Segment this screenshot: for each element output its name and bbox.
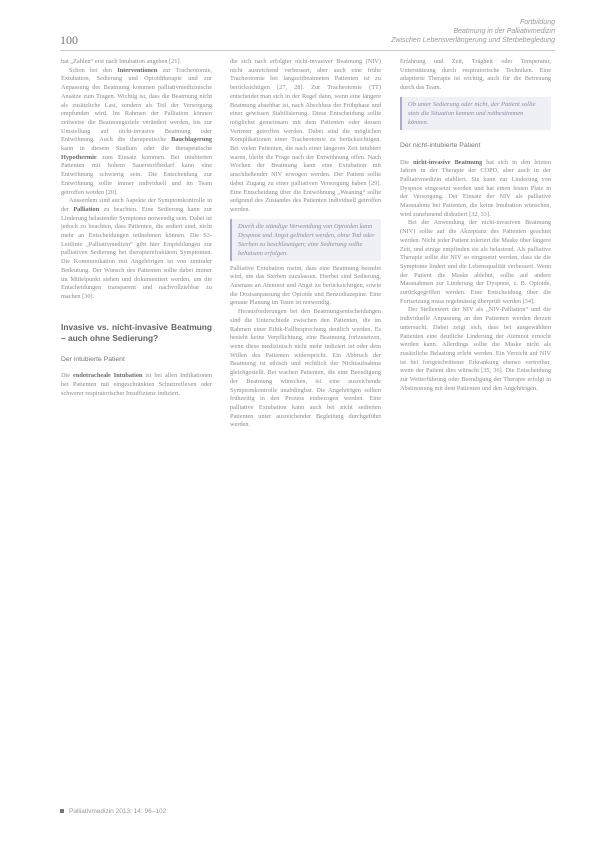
header-rule	[60, 50, 555, 51]
section-heading: Invasive vs. nicht-invasive Beatmung – auch ohne Sedierung?	[61, 321, 212, 343]
running-header-line: Beatmung in der Palliativmedizin	[453, 28, 555, 35]
paragraph: Die nicht-invasive Beatmung hat sich in den letzten Jahren in der Therapie der COPD, aber auch in der Palliativmedizin etabliert. Sie kann zur Linderung von Dyspnoe eingesetzt werden und hat einen festen Platz in der Versorgung. Der Einsatz der NIV als palliative Massnahme bei Patienten, die keine Intubation wünschen, wird zunehmend diskutiert [32, 33].	[400, 158, 551, 218]
column-3	[400, 58, 551, 394]
subsection-heading: Der nicht-intubierte Patient	[400, 141, 481, 149]
paragraph: die sich nach erfolgter nicht-invasiver Beatmung (NIV) nicht ausreichend verbessert, aber auch eine frühe Tracheotomie bei langzeitbeatmeten Patienten ist zu berücksichtigen [27, 28]. Zur Tracheotomie (TT) entscheidet man sich in der Regel dann, wenn eine längere Beatmung absehbar ist, nach Abschluss der Frühphase und einer gewissen Stabilisierung. Diese Entscheidung sollte möglichst gemeinsam mit dem Patienten oder dessen Vertreter getroffen werden. Dabei sind die möglichen Komplikationen einer Tracheotomie zu berücksichtigen. Bei vielen Patienten, die nach einer längeren Zeit intubiert waren, bleibt die Frage nach der Entwöhnung offen. Nach Wochen der Beatmung kann eine Extubation mit anschließender NIV erwogen werden. Der Patient sollte dabei Zugang zu einer palliativen Versorgung haben [29]. Eine Entscheidung über die Entwöhnung „Weaning“ sollte aufgrund des Zustandes des Patienten individuell getroffen werden.	[230, 58, 381, 213]
paragraph: Die endotracheale Intubation ist bei allen Indikationen bei Patienten mit eingeschränkten Schutzreflexen oder schwerer respiratorischer Insuffizienz indiziert.	[61, 372, 212, 397]
page-number: 100	[60, 33, 78, 47]
running-header-line: Fortbildung	[519, 19, 555, 26]
paragraph: Der Stellenwert der NIV als „NIV-Palliation“ und die individuelle Anpassung an den Patienten werden derzeit untersucht. Dabei zeigt sich, dass bei ausgewählten Patienten eine deutliche Linderung der Atemnot erreicht werden kann. Allerdings sollte die Maske nicht als zusätzliche Belastung erlebt werden. Ein Verzicht auf NIV ist bei fortgeschrittener Erkrankung ebenso vertretbar, wenn der Patient dies wünscht [35, 36]. Die Entscheidung zur Weiterführung oder Beendigung der Therapie erfolgt in Abstimmung mit dem Patienten und den Angehörigen.	[400, 306, 551, 392]
footer-citation: Palliativmedizin 2013; 14: 96–102	[69, 808, 167, 815]
running-header	[391, 18, 555, 45]
bullet-icon	[60, 809, 64, 813]
paragraph: Bei der Anwendung der nicht-invasiven Beatmung (NIV) sollte auf die Akzeptanz des Patienten geachtet werden. Nicht jeder Patient toleriert die Maske über längere Zeit, und einige empfinden sie als belastend. Als palliative Therapie sollte die NIV so eingesetzt werden, dass sie die Symptome lindert und die Lebensqualität verbessert. Wenn der Patient die Maske ablehnt, sollte auf andere Massnahmen zur Linderung der Dyspnoe, z. B. Opioide, zurückgegriffen werden. Eine Entscheidung über die Fortsetzung muss regelmässig überprüft werden [34].	[400, 219, 551, 305]
column-2	[230, 58, 381, 430]
column-1	[61, 58, 212, 399]
highlight-box: Durch die ständige Verwendung von Opioiden kann Dyspnoe und Angst gelindert werden, ohne Tod oder Sterben zu beschleunigen; eine Sedierung sollte behutsam erfolgen.	[230, 219, 381, 261]
running-header-line: Zwischen Lebensverlängerung und Sterbebegleitung	[391, 37, 555, 44]
paragraph: Erfahrung und Zeit, Trägheit oder Temperatur, Unterstützung durch respiratorische Techniken. Eine adaptierte Therapie ist wichtig, auch für die Betreuung durch das Team.	[400, 58, 551, 92]
highlight-box: Ob unter Sedierung oder nicht, der Patient sollte stets die Situation kennen und mitbestimmen können.	[400, 97, 551, 130]
paragraph: hat „Zahlen“ erst nach Intubation angeben [21].	[61, 58, 182, 65]
subsection-heading: Der intubierte Patient	[61, 355, 125, 363]
paragraph: Schon bei den Interventionen zur Tracheotomie, Extubation, Sedierung und Opioidtherapie und zur Anpassung der Beatmung kommen palliativmedizinische Ansätze zum Tragen. Wichtig ist, dass die Beatmung nicht als zusätzliche Last, sondern als Teil der Versorgung empfunden wird. Im Rahmen der Palliation können zeitweise die Beatmungsziele verändert werden, bis zur Umstellung auf nicht-invasive Beatmung oder Entwöhnung. Auch die therapeutische Bauchlagerung kann in diesem Stadium oder die therapeutische Hypothermie zum Einsatz kommen. Bei intubierten Patienten mit hohem Sauerstoffbedarf kann eine Entwöhnung schwierig sein. Die Entscheidung zur Entwöhnung sollte immer individuell und im Team getroffen werden [20].	[61, 66, 212, 196]
paragraph: Ausserdem sind auch Aspekte der Symptomkontrolle in der Palliation zu beachten. Eine Sedierung kann zur Linderung belastender Symptome notwendig sein. Dabei ist jedoch zu beachten, dass Patienten, die sediert sind, nicht mehr an Entscheidungen teilnehmen können. Die S3-Leitlinie „Palliativmedizin“ gibt hier Empfehlungen zur palliativen Sedierung bei therapierefraktären Symptomen. Die Kommunikation mit Angehörigen ist von zentraler Bedeutung. Der Wunsch des Patienten sollte dabei immer im Mittelpunkt stehen und dokumentiert werden, um die Entscheidungen transparent und nachvollziehbar zu machen [30].	[61, 197, 212, 300]
paragraph: Palliative Extubation meint, dass eine Beatmung beendet wird, um das Sterben zuzulassen. Hierbei sind Sedierung, Ausmass an Atemnot und Angst zu berücksichtigen, sowie die Dosisanpassung der Opioide und Benzodiazepine. Eine genaue Planung im Team ist notwendig.	[230, 264, 381, 307]
paragraph: Herausforderungen bei den Beatmungsentscheidungen sind die Unterschiede zwischen den Patienten, die im Rahmen einer Ethik-Fallbesprechung deutlich werden. Es besteht keine Verpflichtung, eine Beatmung fortzusetzen, wenn diese medizinisch nicht mehr indiziert ist oder dem Willen des Patienten widerspricht. Ein Abbruch der Beatmung ist ethisch und rechtlich der Nichtaufnahme gleichgestellt. Bei wachen Patienten, die eine Beendigung der Beatmung wünschen, ist eine ausreichende Symptomkontrolle unabdingbar. Die Angehörigen sollten frühzeitig in den Prozess einbezogen werden. Eine palliative Extubation kann auch bei nicht sedierten Patienten unter ausreichender Begleitung durchgeführt werden.	[230, 308, 381, 429]
footer	[60, 808, 166, 815]
